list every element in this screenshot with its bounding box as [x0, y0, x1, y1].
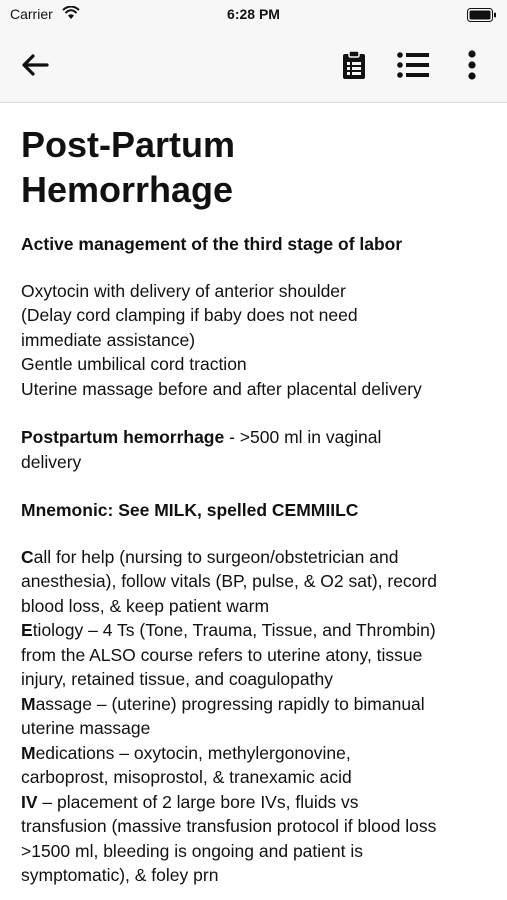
mnemonic-item: Medications – oxytocin, methylergonovine, carboprost, misoprostol, & tranexamic acid [21, 742, 352, 787]
mnemonic-heading: Mnemonic: See MILK, spelled CEMMIILC [21, 500, 359, 520]
mnemonic-item: Etiology – 4 Ts (Tone, Trauma, Tissue, and Thrombin) from the ALSO course refers to uterine atony, tissue injury, retained tissue, and coagulopathy [21, 620, 436, 689]
toolbar [0, 28, 507, 103]
arrow-left-icon [21, 53, 49, 77]
status-bar [0, 0, 507, 28]
mnemonic-item: Call for help (nursing to surgeon/obstetrician and anesthesia), follow vitals (BP, pulse, & O2 sat), record blood loss, & keep patient warm [21, 546, 437, 616]
mnemonic-item: IV – placement of 2 large bore IVs, fluids vs transfusion (massive transfusion protocol if blood loss >1500 ml, bleeding is ongoing and patient is symptomatic), & foley prn [21, 791, 437, 885]
back-button[interactable] [18, 48, 52, 82]
page-title: Post-Partum Hemorrhage [21, 124, 236, 210]
mnemonic-item: Massage – (uterine) progressing rapidly to bimanual uterine massage [21, 693, 425, 738]
active-management-text: Oxytocin with delivery of anterior shoulder (Delay cord clamping if baby does not need immediate assistance) Gentle umbilical cord traction Uterine massage before and after placental delivery [21, 280, 422, 399]
mnemonic-list [21, 545, 491, 888]
list-icon [397, 52, 429, 78]
clipboard-button[interactable] [337, 48, 371, 82]
clipboard-icon [342, 50, 366, 80]
section-heading-active-management: Active management of the third stage of labor [21, 234, 403, 254]
article-content [21, 118, 491, 888]
pph-definition: Postpartum hemorrhage - >500 ml in vaginal delivery [21, 427, 382, 472]
more-vertical-icon [467, 50, 477, 80]
status-time: 6:28 PM [227, 6, 280, 22]
pph-term: Postpartum hemorrhage [21, 427, 225, 447]
more-options-button[interactable] [455, 48, 489, 82]
list-button[interactable] [396, 48, 430, 82]
battery-icon [467, 8, 497, 25]
carrier-label: Carrier [10, 6, 53, 22]
